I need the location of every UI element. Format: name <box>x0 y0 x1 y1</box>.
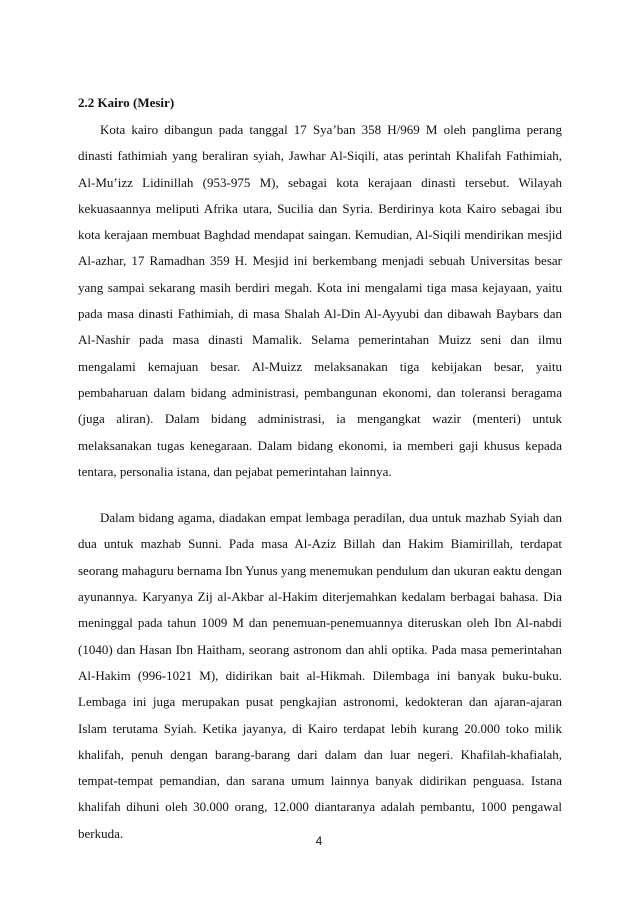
page-number: 4 <box>315 834 323 848</box>
paragraph-1: Kota kairo dibangun pada tanggal 17 Sya’ban 358 H/969 M oleh panglima perang dinasti fathimiah yang beraliran syiah, Jawhar Al-Siqili, atas perintah Khalifah Fathimiah, Al-Mu’izz Lidinillah (953-975 M), sebagai kota kerajaan dinasti tersebut. Wilayah kekuasaannya meliputi Afrika utara, Sucilia dan Syria. Berdirinya kota Kairo sebagai ibu kota kerajaan membuat Baghdad mendapat saingan. Kemudian, Al-Siqili mendirikan mesjid Al-azhar, 17 Ramadhan 359 H. Mesjid ini berkembang menjadi sebuah Universitas besar yang sampai sekarang masih berdiri megah. Kota ini mengalami tiga masa kejayaan, yaitu pada masa dinasti Fathimiah, di masa Shalah Al-Din Al-Ayyubi dan dibawah Baybars dan Al-Nashir pada masa dinasti Mamalik. Selama pemerintahan Muizz seni dan ilmu mengalami kemajuan besar. Al-Muizz melaksanakan tiga kebijakan besar, yaitu pembaharuan dalam bidang administrasi, pembangunan ekonomi, dan toleransi beragama (juga aliran). Dalam bidang administrasi, ia mengangkat wazir (menteri) untuk melaksanakan tugas kenegaraan. Dalam bidang ekonomi, ia memberi gaji khusus kepada tentara, personalia istana, dan pejabat pemerintahan lainnya. <box>78 122 562 479</box>
section-heading: 2.2 Kairo (Mesir) <box>78 95 175 110</box>
paragraph-2: Dalam bidang agama, diadakan empat lembaga peradilan, dua untuk mazhab Syiah dan dua untuk mazhab Sunni. Pada masa Al-Aziz Billah dan Hakim Biamirillah, terdapat seorang mahaguru bernama Ibn Yunus yang menemukan pendulum dan ukuran eaktu dengan ayunannya. Karyanya Zij al-Akbar al-Hakim diterjemahkan kedalam berbagai bahasa. Dia meninggal pada tahun 1009 M dan penemuan-penemuannya diteruskan oleh Ibn Al-nabdi (1040) dan Hasan Ibn Haitham, seorang astronom dan ahli optika. Pada masa pemerintahan Al-Hakim (996-1021 M), didirikan bait al-Hikmah. Dilembaga ini banyak buku-buku. Lembaga ini juga merupakan pusat pengkajian astronomi, kedokteran dan ajaran-ajaran Islam terutama Syiah. Ketika jayanya, di Kairo terdapat lebih kurang 20.000 toko milik khalifah, penuh dengan barang-barang dari dalam dan luar negeri. Khafilah-khafialah, tempat-tempat pemandian, dan sarana umum lainnya banyak didirikan penguasa. Istana khalifah dihuni oleh 30.000 orang, 12.000 diantaranya adalah pembantu, 1000 pengawal berkuda. <box>78 510 562 841</box>
page-content <box>78 95 562 847</box>
